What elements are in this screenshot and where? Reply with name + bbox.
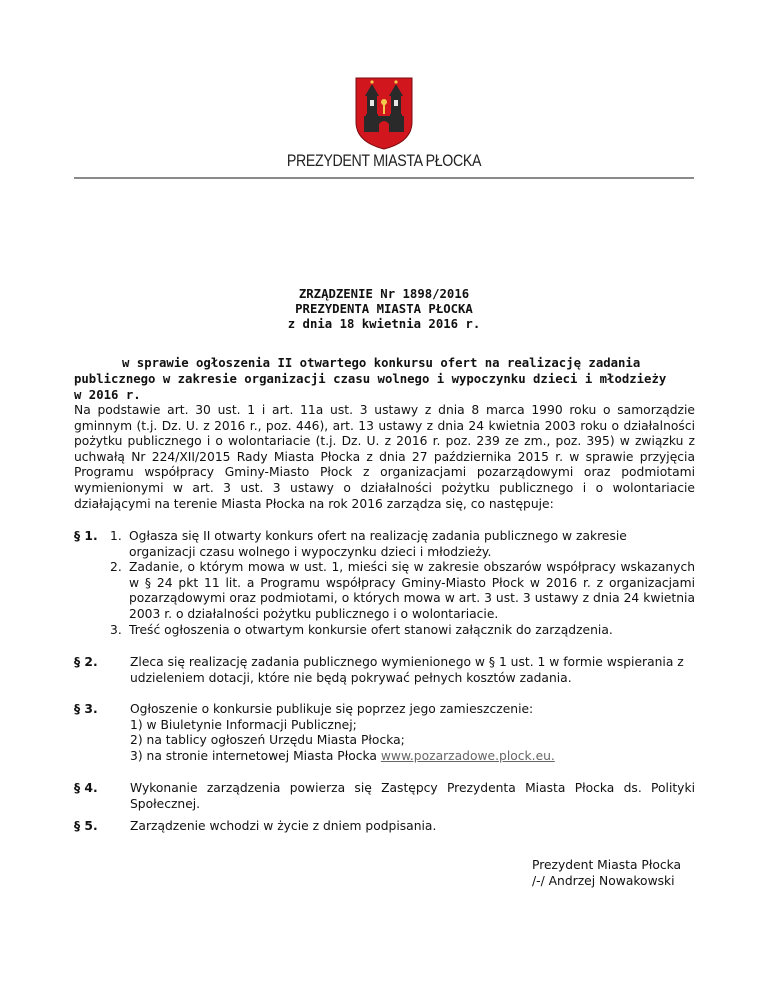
organization-name: PREZYDENT MIASTA PŁOCKA xyxy=(286,152,482,170)
subject-line-3: w 2016 r. xyxy=(74,388,141,402)
signature-block xyxy=(532,857,681,889)
section-number: § 3. xyxy=(74,702,98,716)
header-divider xyxy=(74,177,694,179)
list-item: 1) w Biuletynie Informacji Publicznej; xyxy=(130,717,357,732)
subject-line-1: w sprawie ogłoszenia II otwartego konkursu ofert na realizację zadania xyxy=(122,356,641,370)
city-coat-of-arms-icon xyxy=(354,76,414,151)
section-number: § 1. xyxy=(74,529,98,543)
section-2-text: Zleca się realizację zadania publicznego wymienionego w § 1 ust. 1 w formie wspierania z udzieleniem dotacji, które nie będą pokrywać pełnych kosztów zadania. xyxy=(130,655,684,685)
document-date: z dnia 18 kwietnia 2016 r. xyxy=(287,317,481,331)
section-number: § 4. xyxy=(74,781,98,795)
list-item: 3. Treść ogłoszenia o otwartym konkursie ofert stanowi załącznik do zarządzenia. xyxy=(110,622,613,637)
section-5-text: Zarządzenie wchodzi w życie z dniem podpisania. xyxy=(130,819,437,833)
section-number: § 5. xyxy=(74,819,98,833)
signature-name: /-/ Andrzej Nowakowski xyxy=(532,874,675,888)
document-subject xyxy=(74,355,695,403)
preamble-paragraph: Na podstawie art. 30 ust. 1 i art. 11a ust. 3 ustawy z dnia 8 marca 1990 roku o samorządzie gminnym (t.j. Dz. U. z 2016 r., poz. 446), art. 13 ustawy z dnia 24 kwietnia 2003 roku o działalności pożytku publicznego i o wolontariacie (t.j. Dz. U. z 2016 r. poz. 239 ze zm., poz. 395) w związku z uchwałą Nr 224/XII/2015 Rady Miasta Płocka z dnia 27 października 2015 r. w sprawie przyjęcia Programu współpracy Gminy-Miasto Płock z organizacjami pozarządowymi oraz podmiotami wymienionymi w art. 3 ust. 3 ustawy o działalności pożytku publicznego i o wolontariacie działającymi na terenie Miasta Płocka na rok 2016 zarządza się, co następuje: xyxy=(74,403,695,511)
section-4-text: Wykonanie zarządzenia powierza się Zastępcy Prezydenta Miasta Płocka ds. Polityki Społecznej. xyxy=(130,781,695,811)
list-item: 2) na tablicy ogłoszeń Urzędu Miasta Płocka; xyxy=(130,733,405,748)
website-link[interactable]: www.pozarzadowe.plock.eu. xyxy=(380,748,555,763)
document-issuer: PREZYDENTA MIASTA PŁOCKA xyxy=(295,302,473,316)
list-item: 1. Ogłasza się II otwarty konkurs ofert na realizację zadania publicznego w zakresie organizacji czasu wolnego i wypoczynku dzieci i młodzieży. xyxy=(110,529,627,559)
list-item: 2. Zadanie, o którym mowa w ust. 1, mieści się w zakresie obszarów współpracy wskazanych w § 24 pkt 11 lit. a Programu współpracy Gminy-Miasto Płock w 2016 r. z organizacjami pozarządowymi oraz podmiotami, o których mowa w art. 3 ust. 3 ustawy z dnia 24 kwietnia 2003 r. o działalności pożytku publicznego i o wolontariacie. xyxy=(110,560,695,621)
signature-title: Prezydent Miasta Płocka xyxy=(532,858,682,872)
section-1-list xyxy=(110,529,695,638)
list-item: 3) na stronie internetowej Miasta Płocka www.pozarzadowe.plock.eu. xyxy=(130,748,555,763)
section-3-text: Ogłoszenie o konkursie publikuje się poprzez jego zamieszczenie: 1) w Biuletynie Informacji Publicznej; 2) na tablicy ogłoszeń Urzędu Miasta Płocka; 3) na stronie internetowej Miasta Płocka www.pozarzadowe.plock.eu. xyxy=(130,702,695,764)
subject-line-2: publicznego w zakresie organizacji czasu wolnego i wypoczynku dzieci i młodzieży xyxy=(74,372,667,386)
section-number: § 2. xyxy=(74,655,98,669)
document-title: ZRZĄDZENIE Nr 1898/2016 xyxy=(298,287,470,301)
